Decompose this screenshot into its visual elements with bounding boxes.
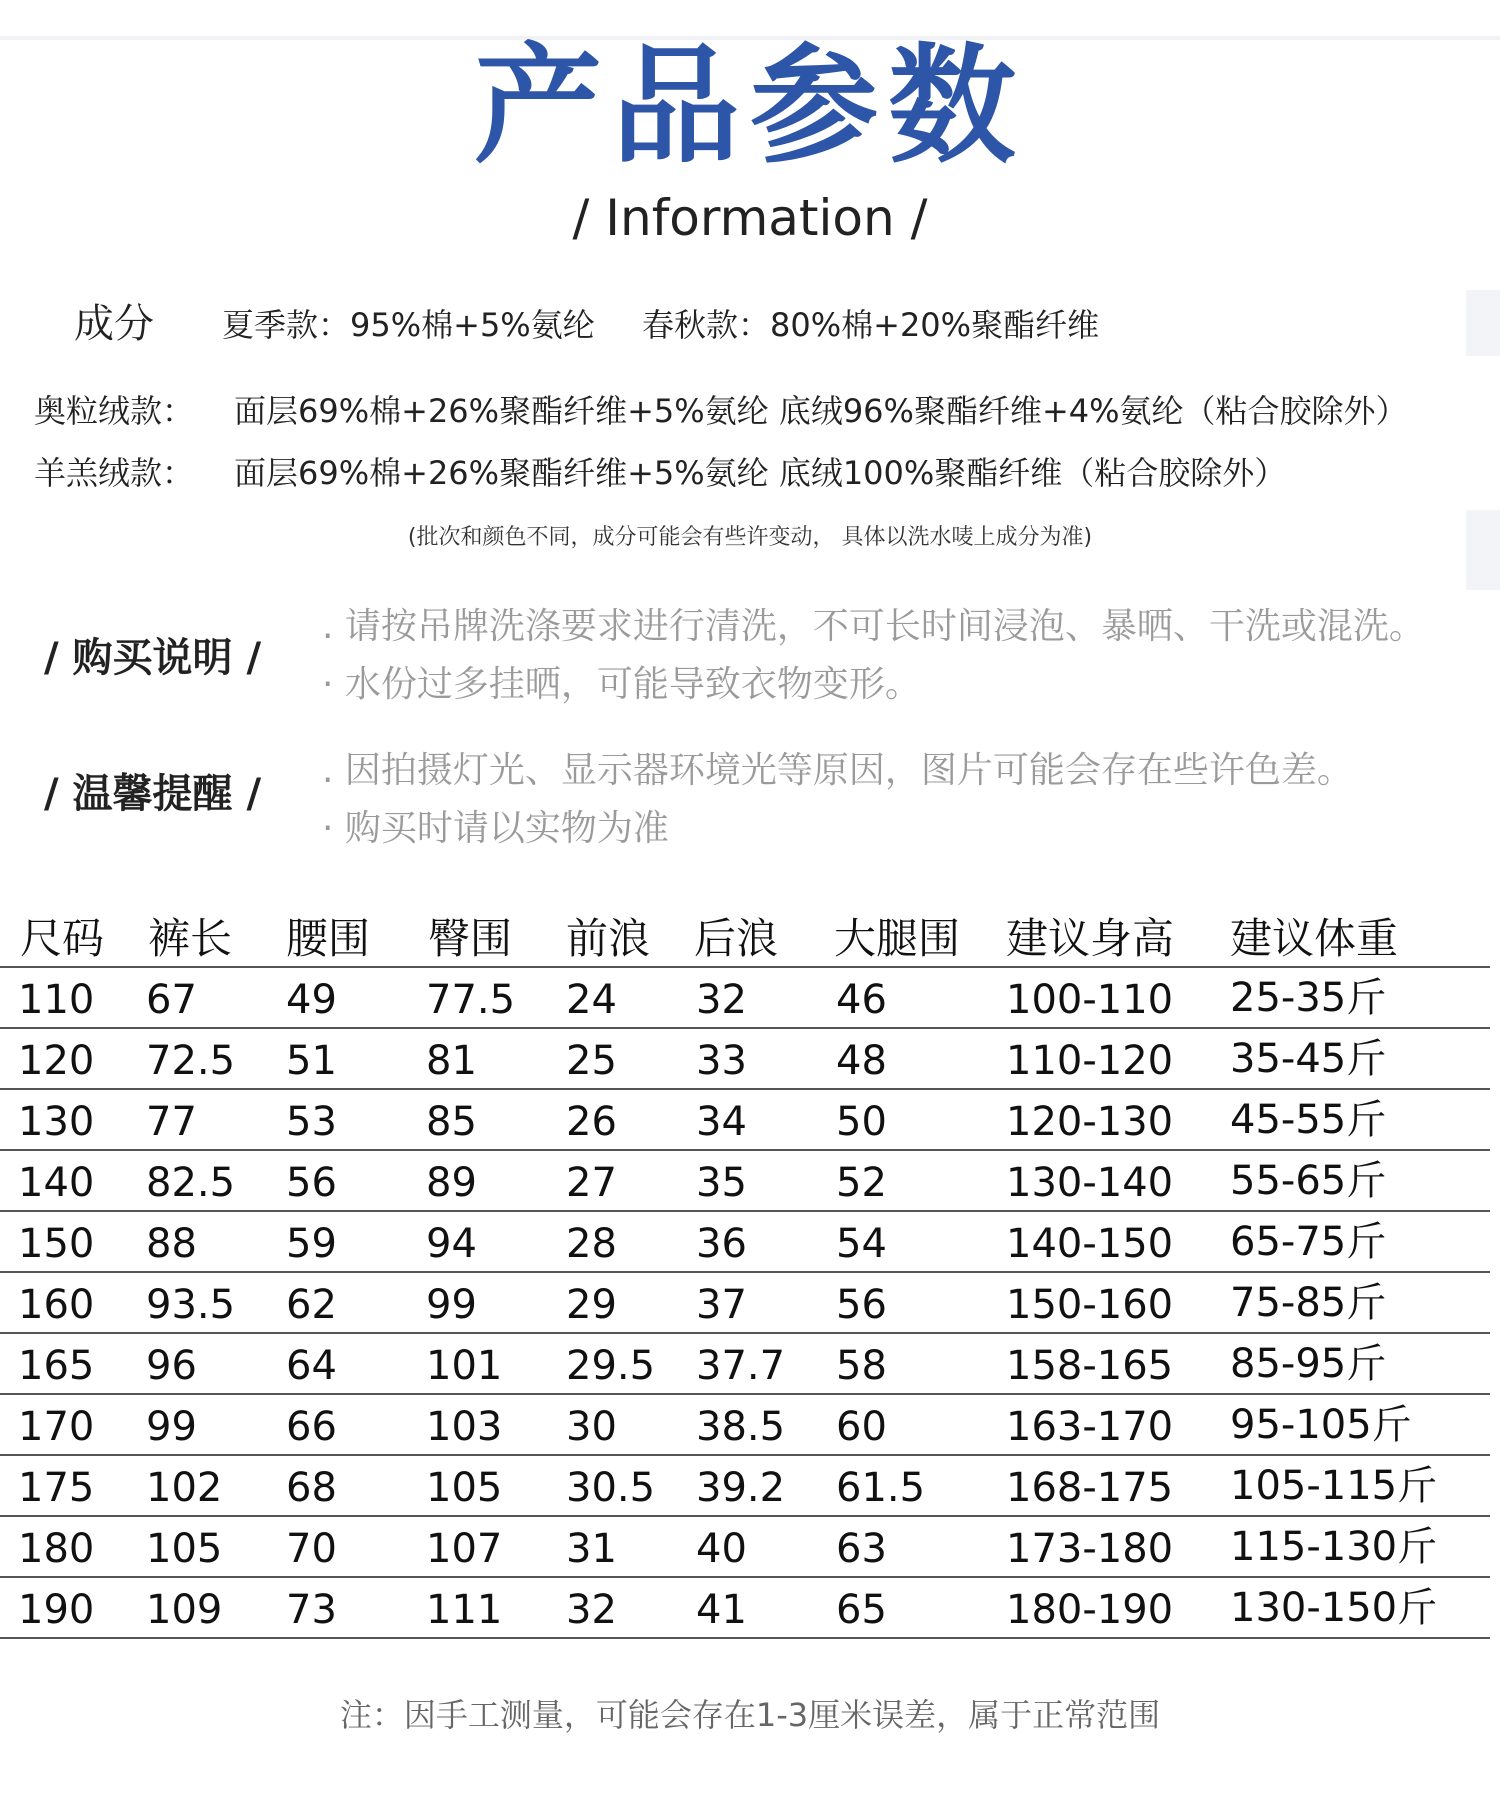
measurement-note: 注：因手工测量，可能会存在1-3厘米误差，属于正常范围 — [339, 1696, 1161, 1734]
table-cell: 31 — [566, 1526, 617, 1572]
table-cell: 51 — [286, 1038, 337, 1084]
table-cell: 60 — [836, 1404, 887, 1450]
table-cell: 67 — [146, 977, 197, 1023]
table-row — [0, 1395, 1490, 1456]
table-cell: 95-105斤 — [1230, 1402, 1412, 1448]
reminder-line: · 购买时请以实物为准 — [322, 808, 669, 849]
table-cell: 190 — [18, 1587, 95, 1633]
table-cell: 150 — [18, 1221, 95, 1267]
table-cell: 82.5 — [146, 1160, 236, 1206]
purchase-label: / 购买说明 / — [44, 635, 262, 681]
table-cell: 105 — [146, 1526, 223, 1572]
table-cell: 35 — [696, 1160, 747, 1206]
page-subtitle: / Information / — [572, 189, 928, 247]
table-cell: 103 — [426, 1404, 503, 1450]
table-cell: 107 — [426, 1526, 503, 1572]
table-cell: 140-150 — [1006, 1221, 1174, 1267]
table-cell: 101 — [426, 1343, 503, 1389]
table-cell: 158-165 — [1006, 1343, 1174, 1389]
table-cell: 37.7 — [696, 1343, 786, 1389]
page-title: 产品参数 — [473, 32, 1026, 181]
table-cell: 130-150斤 — [1230, 1585, 1438, 1631]
table-cell: 45-55斤 — [1230, 1097, 1387, 1143]
side-band — [1466, 290, 1500, 356]
table-row — [0, 1517, 1490, 1578]
table-cell: 70 — [286, 1526, 337, 1572]
table-cell: 88 — [146, 1221, 197, 1267]
table-cell: 81 — [426, 1038, 477, 1084]
table-cell: 99 — [426, 1282, 477, 1328]
table-cell: 100-110 — [1006, 977, 1174, 1023]
table-cell: 65-75斤 — [1230, 1219, 1387, 1265]
table-cell: 130-140 — [1006, 1160, 1174, 1206]
table-cell: 53 — [286, 1099, 337, 1145]
table-cell: 54 — [836, 1221, 887, 1267]
table-cell: 140 — [18, 1160, 95, 1206]
table-cell: 68 — [286, 1465, 337, 1511]
table-cell: 85 — [426, 1099, 477, 1145]
table-cell: 72.5 — [146, 1038, 236, 1084]
table-row — [0, 1090, 1490, 1151]
table-cell: 58 — [836, 1343, 887, 1389]
table-cell: 77.5 — [426, 977, 516, 1023]
table-cell: 41 — [696, 1587, 747, 1633]
table-cell: 109 — [146, 1587, 223, 1633]
table-cell: 29 — [566, 1282, 617, 1328]
table-cell: 32 — [696, 977, 747, 1023]
table-cell: 170 — [18, 1404, 95, 1450]
table-cell: 160 — [18, 1282, 95, 1328]
table-cell: 180 — [18, 1526, 95, 1572]
table-cell: 99 — [146, 1404, 197, 1450]
table-cell: 40 — [696, 1526, 747, 1572]
table-cell: 28 — [566, 1221, 617, 1267]
header-cell: 后浪 — [694, 914, 779, 963]
purchase-line: . 请按吊牌洗涤要求进行清洗，不可长时间浸泡、暴晒、干洗或混洗。 — [322, 606, 1425, 647]
table-cell: 75-85斤 — [1230, 1280, 1387, 1326]
table-cell: 62 — [286, 1282, 337, 1328]
table-cell: 85-95斤 — [1230, 1341, 1387, 1387]
reminder-line: . 因拍摄灯光、显示器环境光等原因，图片可能会存在些许色差。 — [322, 750, 1353, 791]
header-cell: 腰围 — [286, 914, 371, 963]
table-row — [0, 1578, 1490, 1639]
table-cell: 34 — [696, 1099, 747, 1145]
table-cell: 111 — [426, 1587, 503, 1633]
summer-composition: 夏季款：95%棉+5%氨纶 — [222, 306, 595, 344]
header-cell: 建议体重 — [1230, 914, 1399, 963]
table-cell: 33 — [696, 1038, 747, 1084]
table-cell: 163-170 — [1006, 1404, 1174, 1450]
table-cell: 150-160 — [1006, 1282, 1174, 1328]
table-cell: 94 — [426, 1221, 477, 1267]
table-cell: 165 — [18, 1343, 95, 1389]
size-table — [0, 900, 1490, 1639]
table-cell: 64 — [286, 1343, 337, 1389]
composition-row-label: 羊羔绒款： — [34, 454, 195, 492]
table-cell: 89 — [426, 1160, 477, 1206]
table-cell: 50 — [836, 1099, 887, 1145]
table-cell: 56 — [836, 1282, 887, 1328]
table-cell: 32 — [566, 1587, 617, 1633]
purchase-line: · 水份过多挂晒，可能导致衣物变形。 — [322, 664, 921, 705]
table-cell: 173-180 — [1006, 1526, 1174, 1572]
table-row — [0, 1212, 1490, 1273]
composition-row-text: 面层69%棉+26%聚酯纤维+5%氨纶 底绒96%聚酯纤维+4%氨纶（粘合胶除外） — [234, 392, 1408, 430]
table-cell: 39.2 — [696, 1465, 786, 1511]
table-row — [0, 1273, 1490, 1334]
table-cell: 25 — [566, 1038, 617, 1084]
table-row — [0, 1334, 1490, 1395]
table-row — [0, 1456, 1490, 1517]
table-cell: 120 — [18, 1038, 95, 1084]
table-cell: 105-115斤 — [1230, 1463, 1438, 1509]
composition-row-text: 面层69%棉+26%聚酯纤维+5%氨纶 底绒100%聚酯纤维（粘合胶除外） — [234, 454, 1287, 492]
table-cell: 30 — [566, 1404, 617, 1450]
table-cell: 130 — [18, 1099, 95, 1145]
table-cell: 93.5 — [146, 1282, 236, 1328]
table-cell: 38.5 — [696, 1404, 786, 1450]
table-cell: 27 — [566, 1160, 617, 1206]
table-cell: 55-65斤 — [1230, 1158, 1387, 1204]
header-cell: 裤长 — [148, 914, 233, 963]
table-header — [0, 900, 1490, 968]
table-cell: 65 — [836, 1587, 887, 1633]
header-cell: 臀围 — [428, 914, 513, 963]
table-cell: 56 — [286, 1160, 337, 1206]
table-cell: 102 — [146, 1465, 223, 1511]
table-cell: 105 — [426, 1465, 503, 1511]
table-cell: 66 — [286, 1404, 337, 1450]
table-cell: 175 — [18, 1465, 95, 1511]
table-row — [0, 968, 1490, 1029]
composition-note: (批次和颜色不同，成分可能会有些许变动， 具体以洗水唛上成分为准) — [407, 525, 1093, 550]
header-cell: 大腿围 — [834, 914, 961, 963]
table-row — [0, 1029, 1490, 1090]
table-cell: 115-130斤 — [1230, 1524, 1438, 1570]
table-cell: 24 — [566, 977, 617, 1023]
spring-autumn-composition: 春秋款：80%棉+20%聚酯纤维 — [642, 306, 1100, 344]
table-cell: 36 — [696, 1221, 747, 1267]
header-cell: 尺码 — [20, 914, 105, 963]
table-cell: 37 — [696, 1282, 747, 1328]
table-cell: 63 — [836, 1526, 887, 1572]
table-cell: 25-35斤 — [1230, 975, 1387, 1021]
composition-label: 成分 — [74, 301, 154, 347]
table-cell: 120-130 — [1006, 1099, 1174, 1145]
table-cell: 29.5 — [566, 1343, 656, 1389]
table-row — [0, 1151, 1490, 1212]
table-cell: 73 — [286, 1587, 337, 1633]
table-cell: 30.5 — [566, 1465, 656, 1511]
table-cell: 46 — [836, 977, 887, 1023]
header-cell: 建议身高 — [1006, 914, 1175, 963]
table-cell: 110 — [18, 977, 95, 1023]
table-cell: 61.5 — [836, 1465, 926, 1511]
table-cell: 59 — [286, 1221, 337, 1267]
table-cell: 35-45斤 — [1230, 1036, 1387, 1082]
composition-row-label: 奥粒绒款： — [34, 392, 195, 430]
table-cell: 180-190 — [1006, 1587, 1174, 1633]
table-cell: 96 — [146, 1343, 197, 1389]
header-cell: 前浪 — [566, 914, 651, 963]
table-cell: 26 — [566, 1099, 617, 1145]
table-cell: 110-120 — [1006, 1038, 1174, 1084]
table-cell: 48 — [836, 1038, 887, 1084]
table-cell: 168-175 — [1006, 1465, 1174, 1511]
reminder-label: / 温馨提醒 / — [44, 771, 262, 817]
table-cell: 52 — [836, 1160, 887, 1206]
table-cell: 77 — [146, 1099, 197, 1145]
table-cell: 49 — [286, 977, 337, 1023]
